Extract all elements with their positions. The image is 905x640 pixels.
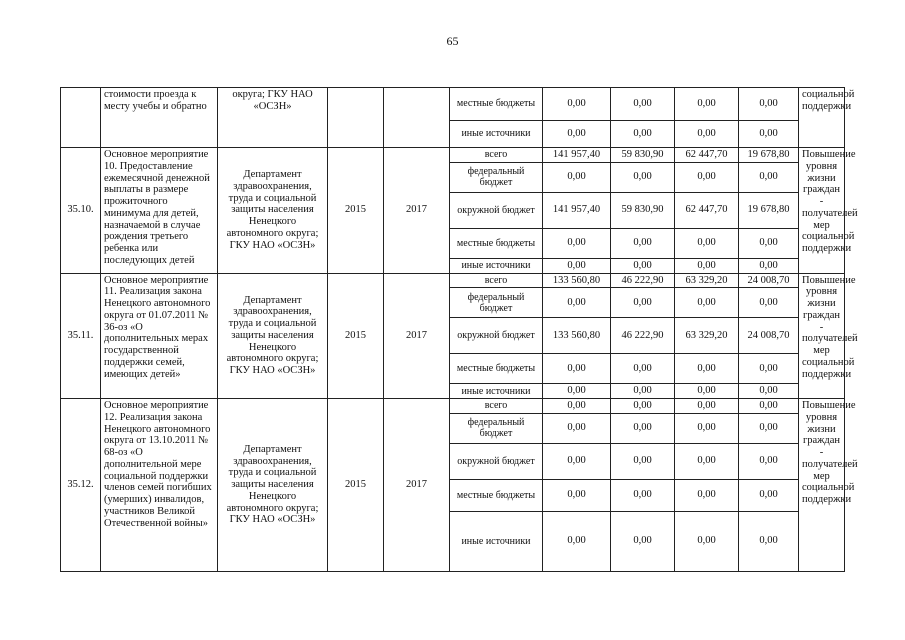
value-cell: 0,00 [543, 399, 611, 414]
value-cell: 0,00 [611, 288, 675, 318]
executor-cell: Департамент здравоохранения, труда и социальной защиты населения Ненецкого автономного округа; ГКУ НАО «ОСЗН» [218, 399, 328, 572]
value-cell: 0,00 [543, 288, 611, 318]
funding-source-label: иные источники [450, 511, 543, 571]
value-cell: 0,00 [675, 258, 739, 273]
activity-name-cell: Основное мероприятие 10. Предоставление ежемесячной денежной выплаты в размере прожиточного минимума для детей, назначаемой в случае рождения третьего ребенка или последующих детей [101, 148, 218, 274]
value-cell: 0,00 [611, 479, 675, 511]
value-cell: 0,00 [675, 228, 739, 258]
executor-cell: округа; ГКУ НАО «ОСЗН» [218, 88, 328, 148]
value-cell: 0,00 [675, 121, 739, 148]
value-cell: 0,00 [739, 288, 799, 318]
start-year-cell: 2015 [328, 399, 384, 572]
end-year-cell: 2017 [384, 273, 450, 399]
value-cell: 0,00 [543, 511, 611, 571]
table-row [61, 88, 845, 121]
funding-source-label: местные бюджеты [450, 228, 543, 258]
value-cell: 63 329,20 [675, 273, 739, 288]
executor-cell: Департамент здравоохранения, труда и социальной защиты населения Ненецкого автономного округа; ГКУ НАО «ОСЗН» [218, 148, 328, 274]
executor-cell: Департамент здравоохранения, труда и социальной защиты населения Ненецкого автономного округа; ГКУ НАО «ОСЗН» [218, 273, 328, 399]
funding-source-label: всего [450, 148, 543, 163]
value-cell: 0,00 [739, 88, 799, 121]
value-cell: 0,00 [611, 443, 675, 479]
table-row [61, 399, 845, 414]
value-cell: 0,00 [739, 443, 799, 479]
value-cell: 0,00 [675, 511, 739, 571]
value-cell: 0,00 [543, 479, 611, 511]
value-cell: 0,00 [543, 443, 611, 479]
activity-name-cell: стоимости проезда к месту учебы и обратно [101, 88, 218, 148]
expected-result-cell: социальной поддержки [799, 88, 845, 148]
value-cell: 0,00 [611, 511, 675, 571]
value-cell: 0,00 [739, 413, 799, 443]
value-cell: 63 329,20 [675, 318, 739, 354]
funding-source-label: окружной бюджет [450, 318, 543, 354]
activity-number-cell [61, 88, 101, 148]
funding-source-label: окружной бюджет [450, 192, 543, 228]
start-year-cell [328, 88, 384, 148]
value-cell: 0,00 [543, 413, 611, 443]
value-cell: 0,00 [675, 354, 739, 384]
value-cell: 133 560,80 [543, 318, 611, 354]
value-cell: 0,00 [739, 162, 799, 192]
value-cell: 0,00 [675, 88, 739, 121]
value-cell: 19 678,80 [739, 192, 799, 228]
funding-source-label: федеральный бюджет [450, 413, 543, 443]
funding-source-label: всего [450, 273, 543, 288]
value-cell: 0,00 [739, 479, 799, 511]
value-cell: 0,00 [739, 511, 799, 571]
start-year-cell: 2015 [328, 148, 384, 274]
value-cell: 0,00 [739, 384, 799, 399]
end-year-cell: 2017 [384, 148, 450, 274]
value-cell: 0,00 [543, 384, 611, 399]
value-cell: 59 830,90 [611, 148, 675, 163]
end-year-cell: 2017 [384, 399, 450, 572]
activity-number-cell: 35.12. [61, 399, 101, 572]
value-cell: 0,00 [611, 384, 675, 399]
value-cell: 0,00 [611, 88, 675, 121]
value-cell: 0,00 [739, 121, 799, 148]
expected-result-cell: Повышение уровня жизни граждан - получателей мер социальной поддержки [799, 399, 845, 572]
page-number: 65 [446, 34, 459, 48]
value-cell: 0,00 [543, 228, 611, 258]
value-cell: 62 447,70 [675, 192, 739, 228]
activity-name-cell: Основное мероприятие 11. Реализация закона Ненецкого автономного округа от 01.07.2011 № 36-оз «О дополнительных мерах государственной поддержки семей, имеющих детей» [101, 273, 218, 399]
funding-source-label: иные источники [450, 121, 543, 148]
value-cell: 0,00 [739, 228, 799, 258]
activity-number-cell: 35.10. [61, 148, 101, 274]
value-cell: 0,00 [543, 121, 611, 148]
activity-number-cell: 35.11. [61, 273, 101, 399]
funding-source-label: федеральный бюджет [450, 162, 543, 192]
value-cell: 0,00 [611, 228, 675, 258]
value-cell: 0,00 [611, 399, 675, 414]
value-cell: 0,00 [543, 162, 611, 192]
table-row [61, 273, 845, 288]
value-cell: 141 957,40 [543, 192, 611, 228]
value-cell: 62 447,70 [675, 148, 739, 163]
value-cell: 0,00 [675, 413, 739, 443]
value-cell: 0,00 [611, 413, 675, 443]
value-cell: 0,00 [543, 354, 611, 384]
value-cell: 0,00 [675, 384, 739, 399]
table-body [61, 88, 858, 572]
funding-source-label: местные бюджеты [450, 88, 543, 121]
value-cell: 0,00 [543, 88, 611, 121]
value-cell: 59 830,90 [611, 192, 675, 228]
value-cell: 0,00 [543, 258, 611, 273]
funding-source-label: всего [450, 399, 543, 414]
start-year-cell: 2015 [328, 273, 384, 399]
funding-source-label: местные бюджеты [450, 479, 543, 511]
funding-source-label: окружной бюджет [450, 443, 543, 479]
value-cell: 0,00 [675, 443, 739, 479]
value-cell: 0,00 [611, 354, 675, 384]
value-cell: 0,00 [611, 258, 675, 273]
funding-source-label: иные источники [450, 384, 543, 399]
value-cell: 19 678,80 [739, 148, 799, 163]
activity-name-cell: Основное мероприятие 12. Реализация закона Ненецкого автономного округа от 13.10.2011 № 68-оз «О дополнительной мере социальной поддержки членов семей погибших (умерших) инвалидов, участников Великой Отечественной войны» [101, 399, 218, 572]
program-activities-table [60, 87, 858, 572]
value-cell: 0,00 [739, 354, 799, 384]
value-cell: 141 957,40 [543, 148, 611, 163]
value-cell: 0,00 [675, 162, 739, 192]
value-cell: 0,00 [611, 162, 675, 192]
value-cell: 0,00 [675, 288, 739, 318]
value-cell: 24 008,70 [739, 273, 799, 288]
table-row [61, 148, 845, 163]
value-cell: 0,00 [675, 399, 739, 414]
value-cell: 46 222,90 [611, 318, 675, 354]
value-cell: 0,00 [739, 258, 799, 273]
value-cell: 0,00 [739, 399, 799, 414]
expected-result-cell: Повышение уровня жизни граждан - получателей мер социальной поддержки [799, 148, 845, 274]
funding-source-label: федеральный бюджет [450, 288, 543, 318]
expected-result-cell: Повышение уровня жизни граждан - получателей мер социальной поддержки [799, 273, 845, 399]
funding-source-label: иные источники [450, 258, 543, 273]
value-cell: 0,00 [611, 121, 675, 148]
value-cell: 0,00 [675, 479, 739, 511]
value-cell: 24 008,70 [739, 318, 799, 354]
end-year-cell [384, 88, 450, 148]
funding-source-label: местные бюджеты [450, 354, 543, 384]
value-cell: 133 560,80 [543, 273, 611, 288]
value-cell: 46 222,90 [611, 273, 675, 288]
